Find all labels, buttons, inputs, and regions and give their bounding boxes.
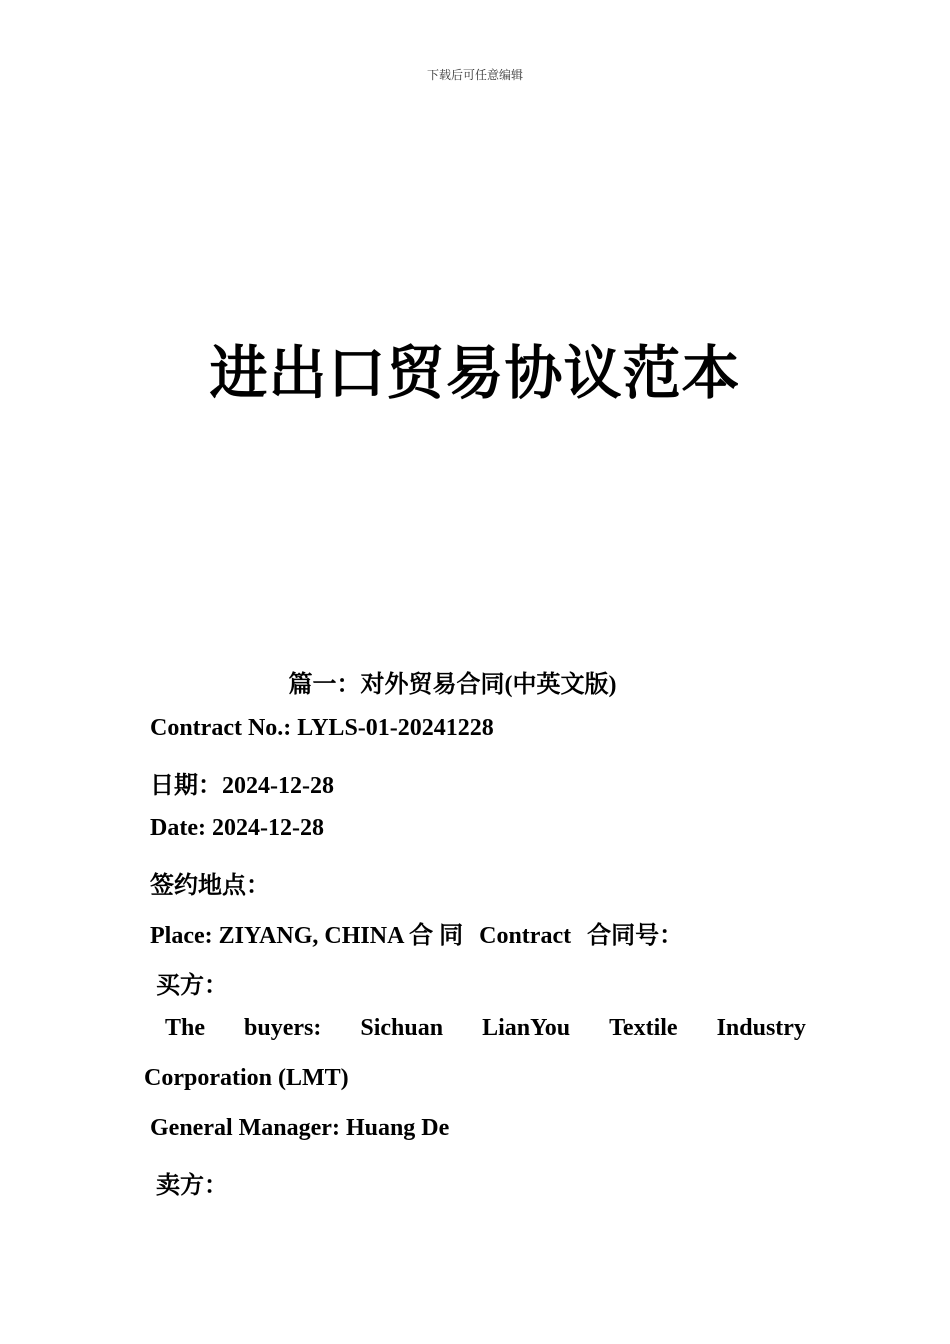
buyers-word: Industry <box>716 1015 806 1041</box>
seller-label-chinese: 卖方： <box>156 1173 228 1199</box>
section-heading: 篇一：对外贸易合同(中英文版) <box>288 672 617 698</box>
buyers-line-english <box>165 1015 806 1042</box>
buyers-word: LianYou <box>482 1015 571 1041</box>
buyers-word: The <box>165 1015 206 1041</box>
place-line-english <box>150 915 683 950</box>
place-text: Place: ZIYANG, CHINA 合 同 <box>150 923 464 949</box>
document-title: 进出口贸易协议范本 <box>209 341 741 406</box>
buyer-label-chinese: 买方： <box>156 973 228 999</box>
header-note: 下载后可任意编辑 <box>426 68 523 82</box>
date-line-english: Date: 2024-12-28 <box>150 815 324 841</box>
signing-place-line-chinese: 签约地点： <box>150 873 270 899</box>
buyers-word: buyers: <box>244 1015 322 1041</box>
general-manager-line: General Manager: Huang De <box>150 1115 450 1141</box>
buyers-word: Textile <box>609 1015 678 1041</box>
date-line-chinese: 日期：2024-12-28 <box>150 773 334 799</box>
contract-word: Contract <box>479 923 572 949</box>
contract-number-line: Contract No.: LYLS-01-20241228 <box>150 715 494 741</box>
buyers-word: Sichuan <box>360 1015 444 1041</box>
contract-number-label: 合同号： <box>587 923 684 949</box>
buyers-line-continuation: Corporation (LMT) <box>144 1065 349 1091</box>
